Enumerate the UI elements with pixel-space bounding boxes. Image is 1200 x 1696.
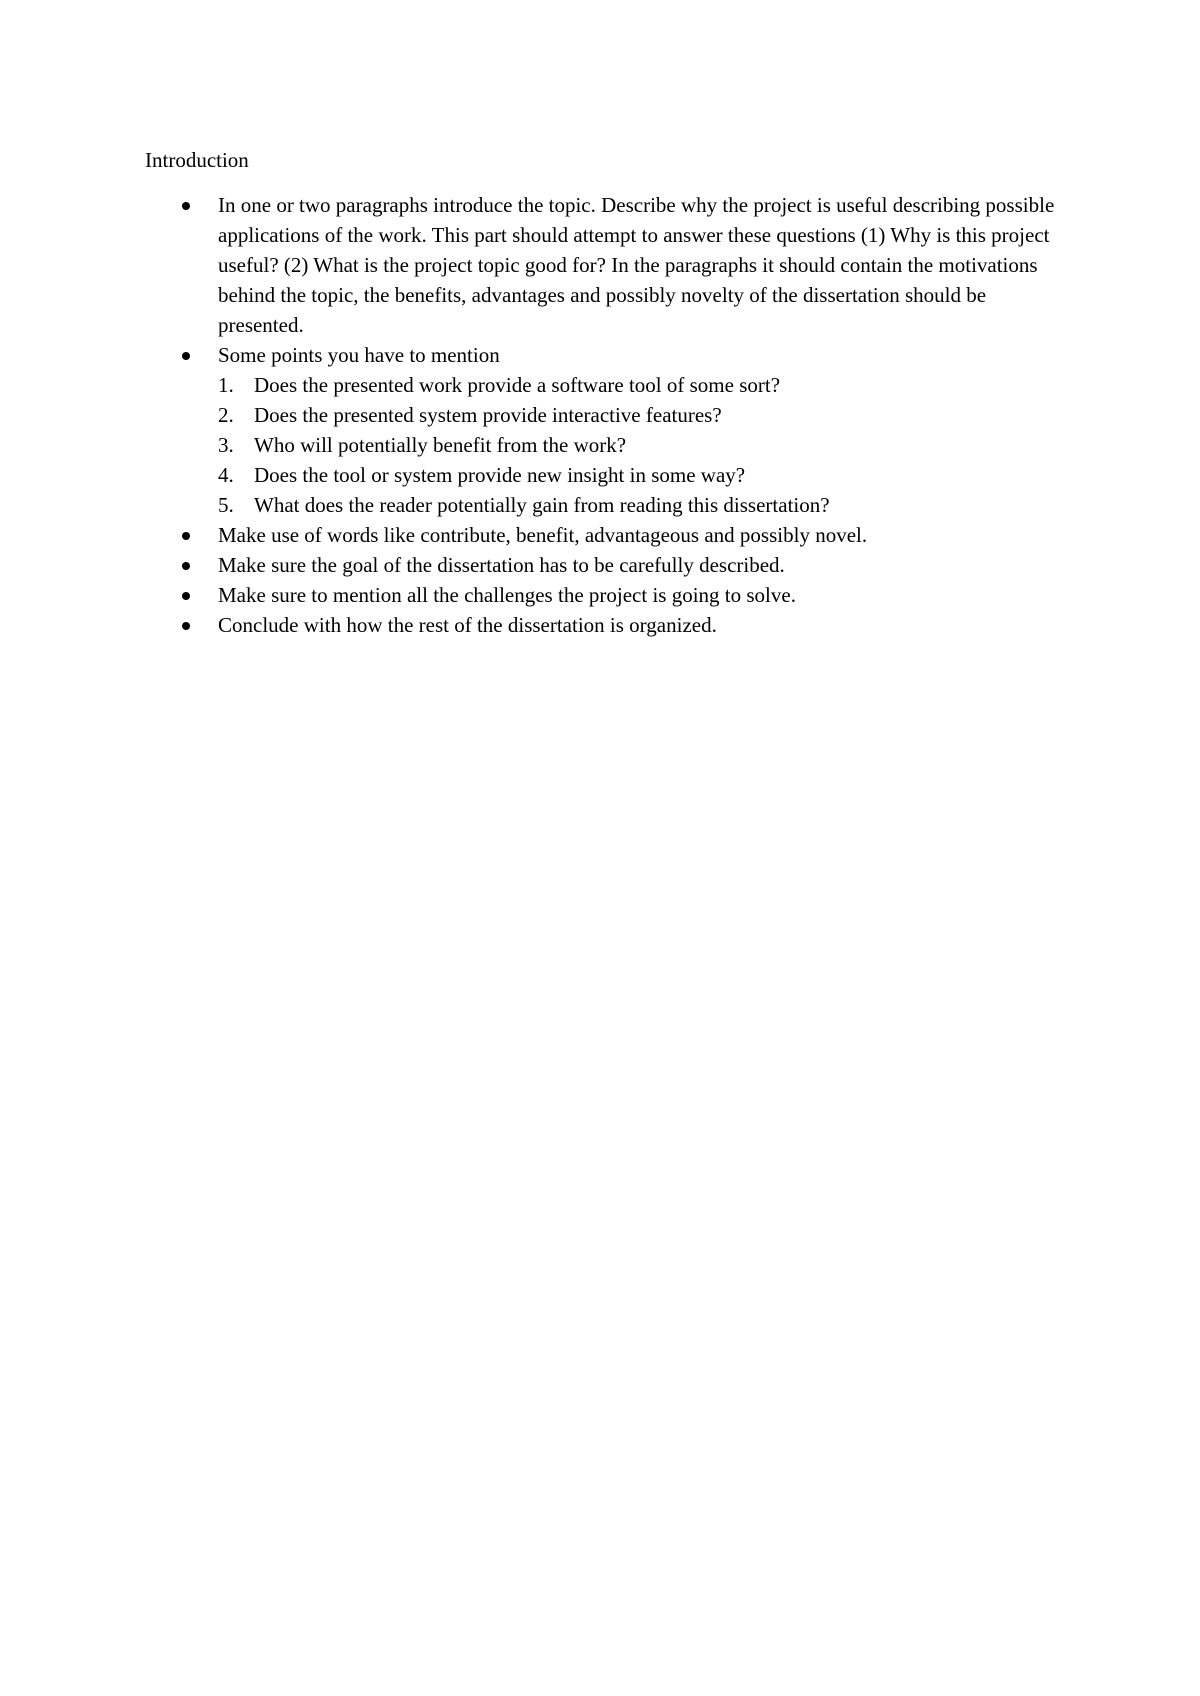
bullet-text: Conclude with how the rest of the dissertation is organized. <box>218 613 717 637</box>
item-text: Does the presented work provide a software tool of some sort? <box>254 373 781 397</box>
item-number: 2. <box>218 403 234 427</box>
bullet-text: Make sure the goal of the dissertation has to be carefully described. <box>218 553 785 577</box>
bullet-text: Some points you have to mention <box>218 343 500 367</box>
numbered-item <box>218 370 1070 400</box>
numbered-list <box>218 370 1070 520</box>
bullet-item <box>0 190 1200 340</box>
item-number: 1. <box>218 373 234 397</box>
item-text: Who will potentially benefit from the work? <box>254 433 627 457</box>
bullet-icon <box>182 532 190 540</box>
bullet-icon <box>182 562 190 570</box>
bullet-text: Make sure to mention all the challenges the project is going to solve. <box>218 583 796 607</box>
item-number: 5. <box>218 493 234 517</box>
numbered-item <box>218 400 1070 430</box>
bullet-list <box>0 190 1200 640</box>
numbered-item <box>218 460 1070 490</box>
bullet-item <box>0 610 1200 640</box>
item-number: 4. <box>218 463 234 487</box>
item-text: Does the presented system provide interactive features? <box>254 403 722 427</box>
bullet-item <box>0 580 1200 610</box>
item-text: Does the tool or system provide new insight in some way? <box>254 463 746 487</box>
bullet-icon <box>182 352 190 360</box>
numbered-item <box>218 490 1070 520</box>
numbered-item <box>218 430 1070 460</box>
bullet-item <box>0 520 1200 550</box>
bullet-icon <box>182 592 190 600</box>
bullet-icon <box>182 622 190 630</box>
page-heading: Introduction <box>145 148 249 172</box>
item-number: 3. <box>218 433 234 457</box>
bullet-text: In one or two paragraphs introduce the topic. Describe why the project is useful describing possible applications of the work. This part should attempt to answer these questions (1) Why is this project useful? (2) What is the project topic good for? In the paragraphs it should contain the motivations behind the topic, the benefits, advantages and possibly novelty of the dissertation should be presented. <box>218 193 1055 337</box>
bullet-icon <box>182 202 190 210</box>
item-text: What does the reader potentially gain from reading this dissertation? <box>254 493 830 517</box>
bullet-item <box>0 550 1200 580</box>
bullet-text: Make use of words like contribute, benefit, advantageous and possibly novel. <box>218 523 868 547</box>
bullet-item <box>0 340 1200 520</box>
